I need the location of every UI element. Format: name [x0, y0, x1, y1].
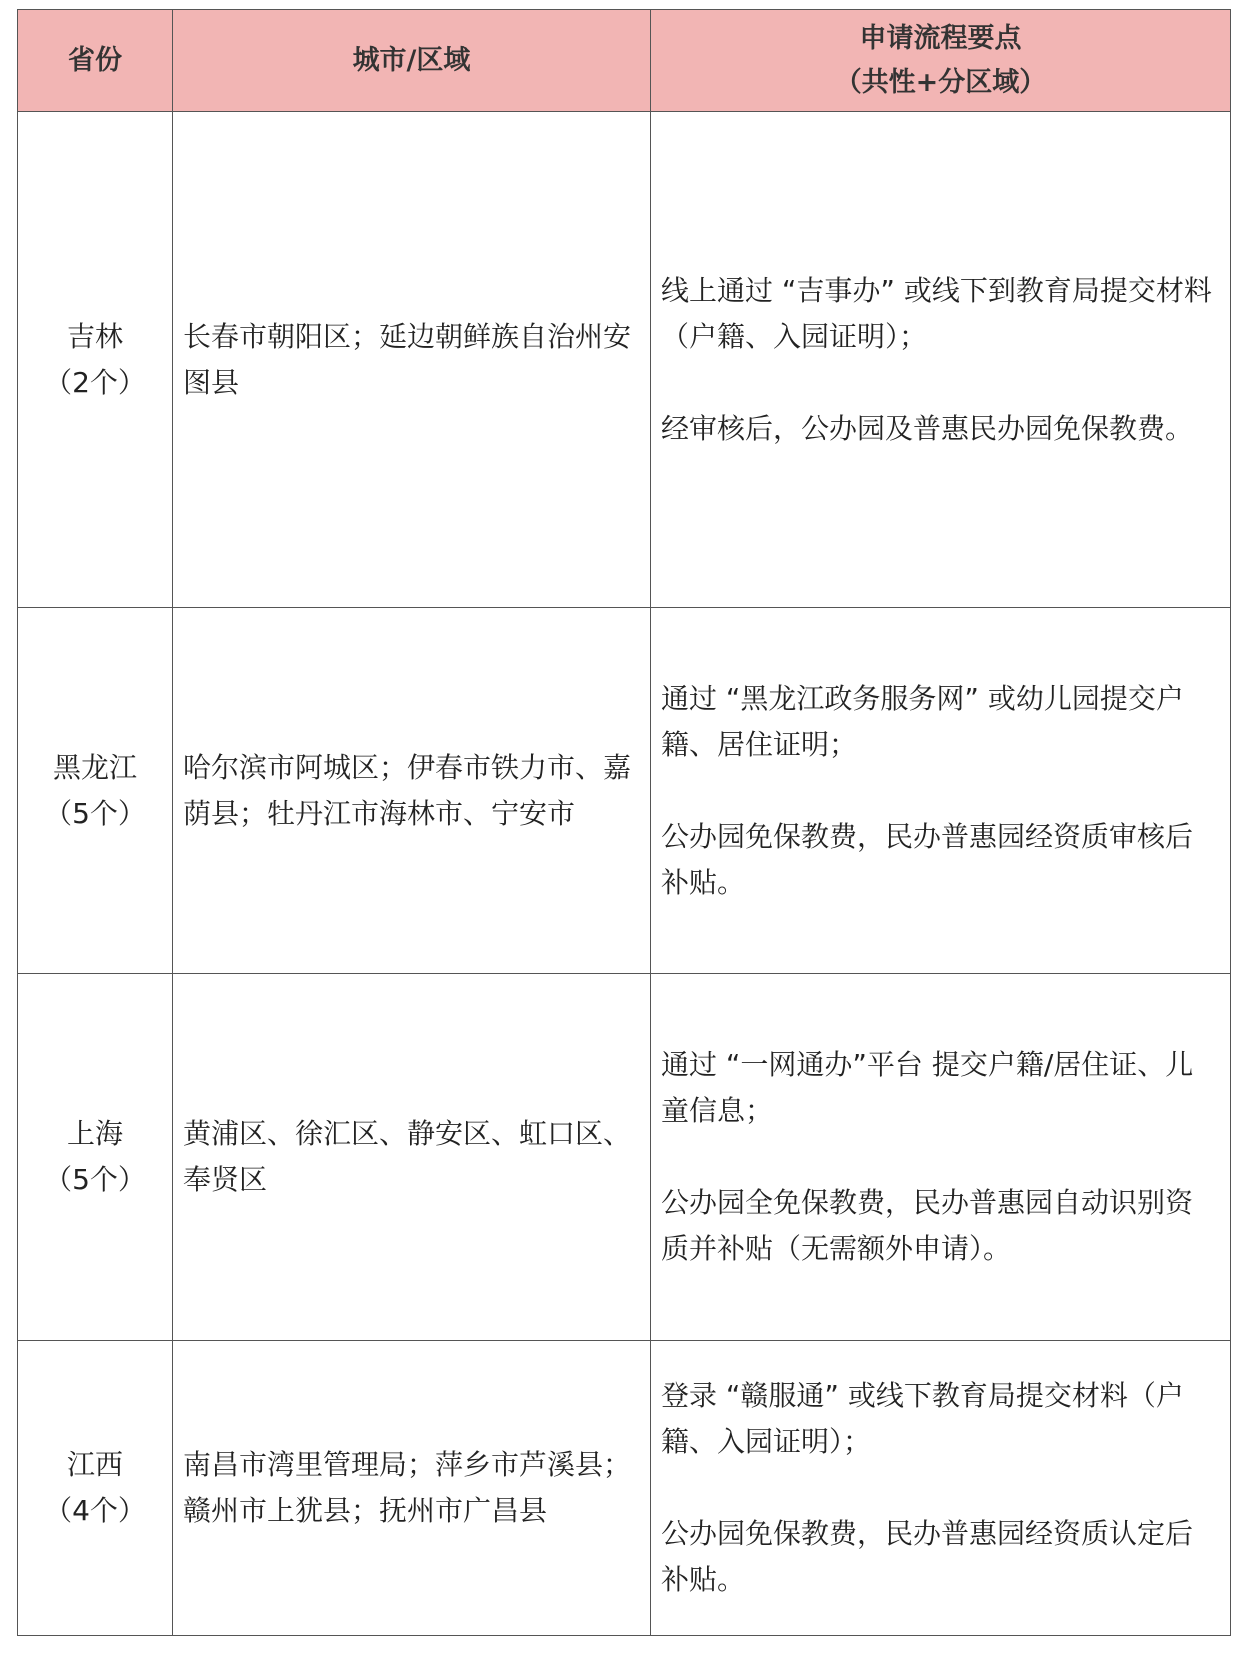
process-cell	[651, 112, 1231, 608]
city-cell: 南昌市湾里管理局；萍乡市芦溪县；赣州市上犹县；抚州市广昌县	[173, 1341, 651, 1636]
province-name: 上海	[66, 1117, 123, 1150]
process-step-2: 公办园全免保教费，民办普惠园自动识别资质并补贴（无需额外申请）。	[661, 1186, 1194, 1265]
header-city: 城市/区域	[173, 10, 651, 112]
header-province: 省份	[18, 10, 173, 112]
process-cell	[651, 608, 1231, 974]
table-row	[18, 608, 1231, 974]
header-process-title: 申请流程要点	[859, 22, 1022, 54]
process-step-2: 公办园免保教费，民办普惠园经资质认定后补贴。	[661, 1517, 1194, 1596]
province-count: （5个）	[44, 796, 146, 830]
province-count: （5个）	[44, 1163, 146, 1196]
process-step-1: 登录 “赣服通” 或线下教育局提交材料（户籍、入园证明）；	[661, 1379, 1184, 1458]
city-cell: 长春市朝阳区；延边朝鲜族自治州安图县	[173, 112, 651, 608]
province-name: 黑龙江	[52, 750, 137, 784]
table-row	[18, 112, 1231, 608]
policy-table	[17, 9, 1231, 1636]
process-step-2: 公办园免保教费，民办普惠园经资质审核后补贴。	[661, 819, 1194, 899]
process-step-2: 经审核后，公办园及普惠民办园免保教费。	[661, 411, 1194, 445]
process-cell	[651, 974, 1231, 1341]
table-row	[18, 974, 1231, 1341]
process-step-1: 通过 “一网通办”平台 提交户籍/居住证、儿童信息；	[661, 1048, 1194, 1127]
province-name: 江西	[66, 1448, 123, 1481]
province-cell	[18, 1341, 173, 1636]
city-cell: 黄浦区、徐汇区、静安区、虹口区、奉贤区	[173, 974, 651, 1341]
province-name: 吉林	[66, 319, 123, 353]
header-row	[18, 10, 1231, 112]
process-step-1: 通过 “黑龙江政务服务网” 或幼儿园提交户籍、居住证明；	[661, 681, 1184, 761]
header-process-subtitle: （共性+分区域）	[834, 66, 1047, 98]
process-cell	[651, 1341, 1231, 1636]
header-process	[651, 10, 1231, 112]
province-count: （4个）	[44, 1494, 146, 1527]
province-count: （2个）	[44, 365, 146, 399]
province-cell	[18, 112, 173, 608]
province-cell	[18, 974, 173, 1341]
province-cell	[18, 608, 173, 974]
table-row	[18, 1341, 1231, 1636]
process-step-1: 线上通过 “吉事办” 或线下到教育局提交材料（户籍、入园证明）；	[661, 273, 1212, 353]
city-cell: 哈尔滨市阿城区；伊春市铁力市、嘉荫县；牡丹江市海林市、宁安市	[173, 608, 651, 974]
